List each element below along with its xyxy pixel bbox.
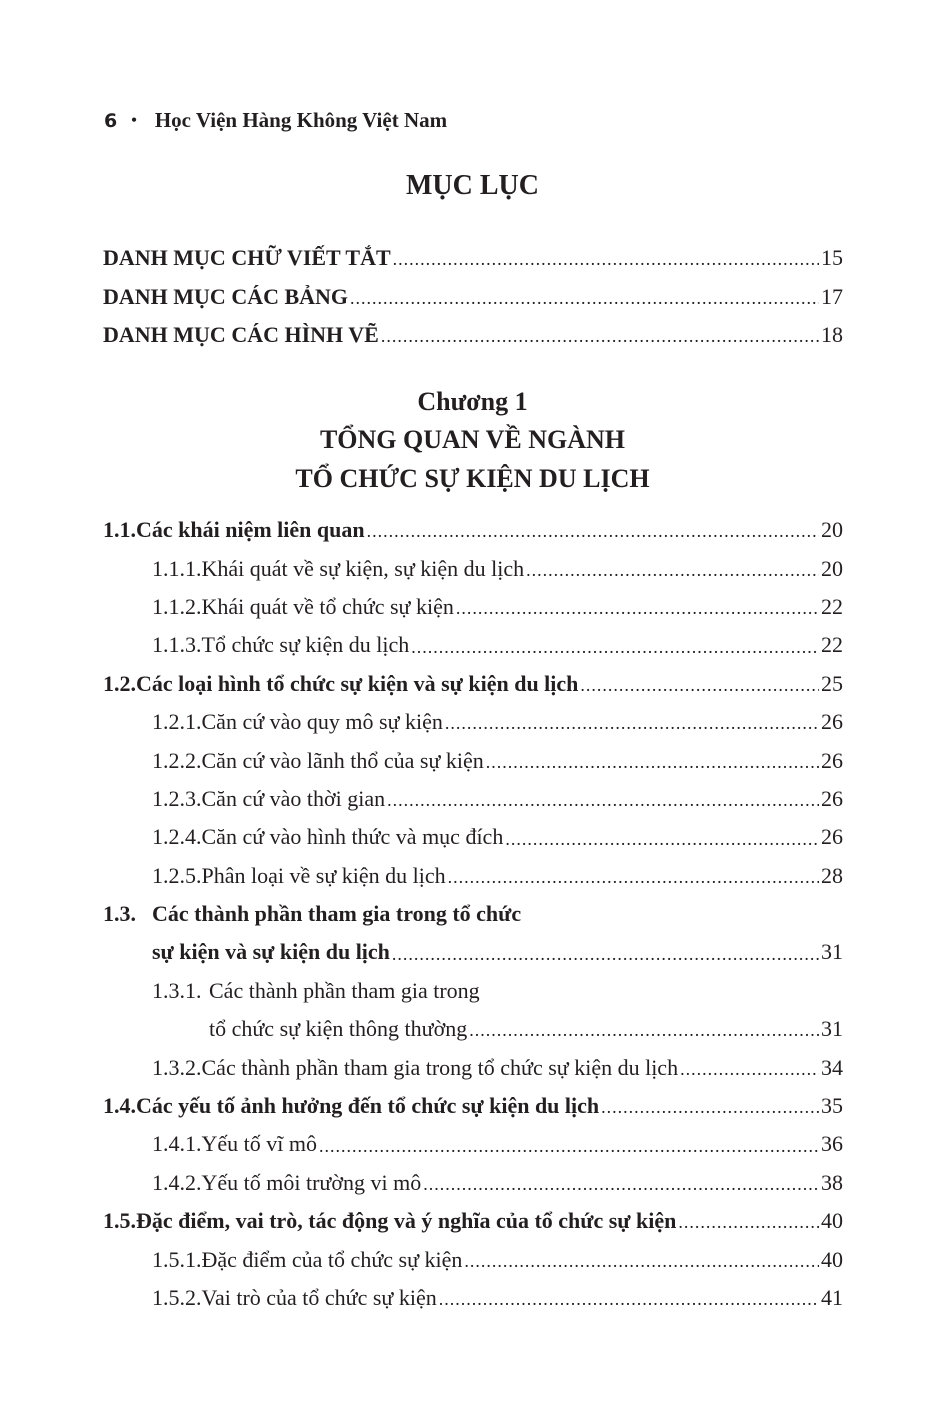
toc-entry[interactable] <box>103 1279 843 1317</box>
entry-label: Đặc điểm, vai trò, tác động và ý nghĩa của tổ chức sự kiện <box>136 1208 677 1234</box>
entry-page: 22 <box>821 632 843 658</box>
entry-label-continued: sự kiện và sự kiện du lịch <box>152 939 390 965</box>
dot-leader <box>319 1137 819 1164</box>
dot-leader <box>505 830 819 857</box>
entry-number: 1.2.3. <box>152 785 202 811</box>
entry-label: DANH MỤC CÁC HÌNH VẼ <box>103 321 379 347</box>
entry-page: 26 <box>821 709 843 735</box>
entry-label-continued: tổ chức sự kiện thông thường <box>209 1016 468 1042</box>
entry-label: Căn cứ vào quy mô sự kiện <box>201 709 443 735</box>
entry-number: 1.4.1. <box>152 1131 202 1157</box>
dot-leader <box>392 945 819 972</box>
toc-entry[interactable] <box>103 316 843 354</box>
dot-leader <box>456 599 819 626</box>
chapter-title-line-2: TỔ CHỨC SỰ KIỆN DU LỊCH <box>295 463 650 493</box>
toc-entry[interactable] <box>103 703 843 741</box>
entry-page: 18 <box>821 321 843 347</box>
entry-number: 1.3.1. <box>152 977 202 1003</box>
entry-page: 38 <box>821 1169 843 1195</box>
toc-entry[interactable] <box>103 1164 843 1202</box>
entry-number: 1.1.3. <box>152 632 202 658</box>
toc-entry[interactable] <box>103 1048 843 1086</box>
entry-number: 1.5.2. <box>152 1285 202 1310</box>
toc-entry[interactable] <box>103 895 843 933</box>
entry-label: Đặc điểm của tổ chức sự kiện <box>201 1246 463 1272</box>
entry-label: Căn cứ vào lãnh thổ của sự kiện <box>201 747 484 773</box>
entry-number: 1.2.4. <box>152 824 202 850</box>
entry-number: 1.2.5. <box>152 862 202 888</box>
dot-leader <box>464 1252 819 1279</box>
entry-label: Các thành phần tham gia trong tổ chức sự kiện du lịch <box>201 1054 679 1080</box>
toc-entry[interactable] <box>103 818 843 856</box>
entry-page: 34 <box>821 1054 843 1080</box>
dot-leader <box>448 868 819 895</box>
dot-leader <box>411 638 819 665</box>
entry-page: 20 <box>821 517 843 543</box>
entry-page: 26 <box>821 824 843 850</box>
entry-page: 22 <box>821 593 843 619</box>
entry-label: Các thành phần tham gia trong <box>209 977 480 1003</box>
entry-label: Yếu tố môi trường vi mô <box>201 1169 422 1195</box>
dot-leader <box>486 753 819 780</box>
entry-number: 1.3.2. <box>152 1054 202 1080</box>
toc-entry[interactable] <box>103 741 843 779</box>
entry-label: Căn cứ vào hình thức và mục đích <box>201 824 504 850</box>
entry-page: 40 <box>821 1208 843 1234</box>
toc-entry[interactable] <box>103 1240 843 1278</box>
dot-leader <box>680 1060 819 1087</box>
entry-number: 1.2.2. <box>152 747 202 773</box>
toc-entries <box>103 511 843 1317</box>
entry-page: 35 <box>821 1093 843 1119</box>
entry-label: Các loại hình tổ chức sự kiện và sự kiện du lịch <box>136 670 579 696</box>
entry-number: 1.3. <box>103 901 136 927</box>
entry-number: 1.1.2. <box>152 593 202 619</box>
dot-leader <box>387 791 819 818</box>
entry-number: 1.5. <box>103 1208 136 1234</box>
toc-entry[interactable] <box>103 780 843 818</box>
dot-leader <box>350 289 819 316</box>
entry-number: 1.1. <box>103 517 136 543</box>
toc-entry[interactable] <box>103 588 843 626</box>
entry-number: 1.1.1. <box>152 555 202 581</box>
book-title: Học Viện Hàng Không Việt Nam <box>154 108 448 132</box>
toc-entry[interactable] <box>103 1202 843 1240</box>
entry-number: 1.4.2. <box>152 1169 202 1195</box>
running-header <box>104 108 447 133</box>
toc-entry[interactable] <box>103 239 843 277</box>
entry-label: Vai trò của tổ chức sự kiện <box>201 1285 437 1310</box>
entry-label: Yếu tố vĩ mô <box>201 1131 317 1157</box>
chapter-number: Chương 1 <box>417 387 528 416</box>
dot-leader <box>469 1021 819 1048</box>
entry-page: 20 <box>821 555 843 581</box>
page-number: 6 <box>104 109 118 132</box>
chapter-title-line-1: TỔNG QUAN VỀ NGÀNH <box>319 425 626 455</box>
entry-label: Khái quát về tổ chức sự kiện <box>201 593 454 619</box>
entry-label: Các thành phần tham gia trong tổ chức <box>152 901 522 927</box>
entry-label: Các khái niệm liên quan <box>136 517 365 543</box>
entry-page: 26 <box>821 747 843 773</box>
toc-entry[interactable] <box>103 626 843 664</box>
entry-number: 1.2. <box>103 670 136 696</box>
dot-leader <box>601 1098 819 1125</box>
toc-entry[interactable] <box>103 277 843 315</box>
entry-page: 26 <box>821 785 843 811</box>
entry-page: 31 <box>821 1016 843 1042</box>
chapter-heading <box>0 383 945 498</box>
entry-page: 15 <box>821 245 843 271</box>
toc-entry[interactable] <box>103 857 843 895</box>
entry-number: 1.4. <box>103 1093 136 1119</box>
page-title: MỤC LỤC <box>406 170 539 201</box>
dot-leader <box>580 676 819 703</box>
dot-leader <box>393 250 819 277</box>
toc-entry[interactable] <box>103 665 843 703</box>
header-bullet: • <box>131 111 137 129</box>
entry-label: DANH MỤC CHỮ VIẾT TẮT <box>103 245 391 271</box>
toc-entry[interactable] <box>103 511 843 549</box>
dot-leader <box>526 561 819 588</box>
entry-label: Tổ chức sự kiện du lịch <box>201 632 410 658</box>
dot-leader <box>423 1175 819 1202</box>
entry-number: 1.5.1. <box>152 1246 202 1272</box>
toc-entry-continuation[interactable] <box>103 1010 843 1048</box>
dot-leader <box>678 1213 819 1240</box>
entry-page: 36 <box>821 1131 843 1157</box>
toc-entry-continuation[interactable] <box>103 933 843 971</box>
toc-entry[interactable] <box>103 549 843 587</box>
entry-page: 41 <box>821 1285 843 1310</box>
entry-label: Phân loại về sự kiện du lịch <box>201 862 446 888</box>
dot-leader <box>367 522 819 549</box>
entry-label: Căn cứ vào thời gian <box>201 785 386 811</box>
entry-page: 25 <box>821 670 843 696</box>
entry-number: 1.2.1. <box>152 709 202 735</box>
entry-page: 40 <box>821 1246 843 1272</box>
dot-leader <box>381 327 819 354</box>
toc-entry[interactable] <box>103 1125 843 1163</box>
entry-label: Các yếu tố ảnh hưởng đến tổ chức sự kiện du lịch <box>136 1093 600 1119</box>
entry-page: 31 <box>821 939 843 965</box>
dot-leader <box>439 1290 819 1317</box>
entry-label: DANH MỤC CÁC BẢNG <box>103 283 349 309</box>
toc-entry[interactable] <box>103 972 843 1010</box>
entry-page: 28 <box>821 862 843 888</box>
front-matter-list <box>103 239 843 354</box>
entry-page: 17 <box>821 283 843 309</box>
dot-leader <box>445 714 819 741</box>
toc-entry[interactable] <box>103 1087 843 1125</box>
entry-label: Khái quát về sự kiện, sự kiện du lịch <box>201 555 525 581</box>
